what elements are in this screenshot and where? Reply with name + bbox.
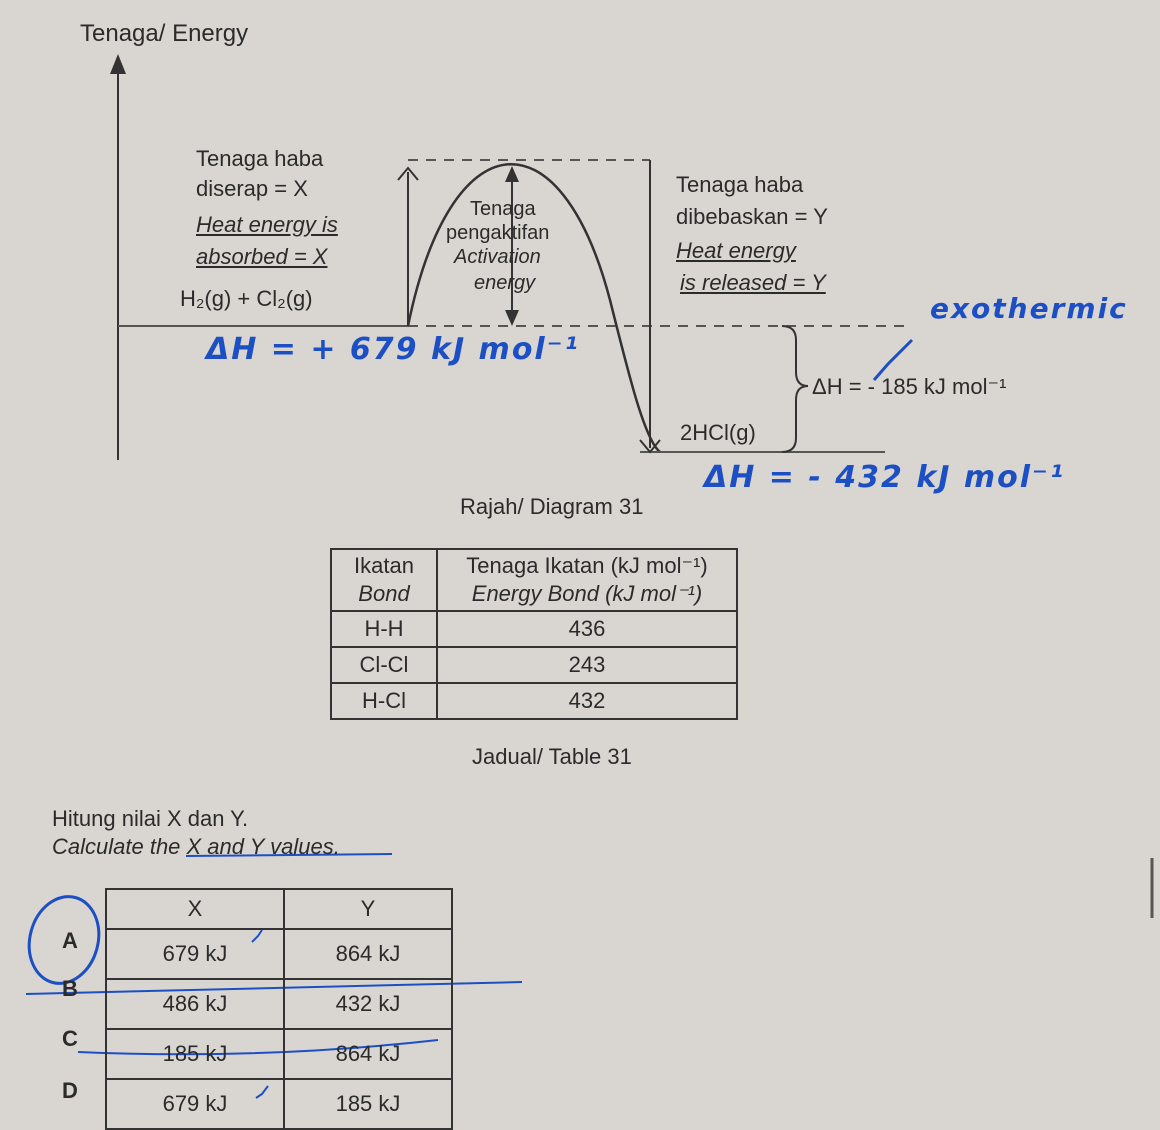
table-row[interactable] <box>106 929 452 979</box>
right-label-en-2: is released = Y <box>680 270 826 295</box>
y-axis-label: Tenaga/ Energy <box>80 20 249 47</box>
header-x: X <box>106 889 284 929</box>
product-label: 2HCl(g) <box>680 420 756 445</box>
right-label-en-1: Heat energy <box>676 238 796 263</box>
table-row <box>331 611 737 647</box>
energy-header-ms: Tenaga Ikatan (kJ mol⁻¹) <box>466 553 708 578</box>
right-label-ms-1: Tenaga haba <box>676 172 804 197</box>
bond-header-en: Bond <box>358 581 410 606</box>
activation-label-en-1: Activation <box>454 246 541 268</box>
table-row <box>331 683 737 719</box>
activation-label-ms-1: Tenaga <box>470 198 536 220</box>
option-y-cell: 185 kJ <box>284 1079 452 1129</box>
left-label-ms-1: Tenaga haba <box>196 146 324 171</box>
header-y: Y <box>284 889 452 929</box>
handwritten-exothermic: exothermic <box>930 292 1128 325</box>
options-header <box>106 889 452 929</box>
diagram-caption-text: Rajah/ Diagram 31 <box>460 494 644 519</box>
option-x-cell: 679 kJ <box>106 1079 284 1129</box>
diagram-caption <box>460 494 643 520</box>
bond-cell: H-H <box>331 611 437 647</box>
table-row <box>331 647 737 683</box>
table-row[interactable] <box>106 1079 452 1129</box>
question-ms: Hitung nilai X dan Y. <box>52 806 249 831</box>
option-y-cell: 864 kJ <box>284 929 452 979</box>
right-label-ms-2: dibebaskan = Y <box>676 204 828 229</box>
bond-header-cell <box>331 549 437 611</box>
bond-cell: H-Cl <box>331 683 437 719</box>
left-label-ms-2: diserap = X <box>196 176 308 201</box>
bond-energy-table <box>330 548 738 720</box>
bond-table-header <box>331 549 737 611</box>
energy-cell: 436 <box>437 611 737 647</box>
option-letter-a[interactable]: A <box>62 928 78 953</box>
left-label-en-1: Heat energy is <box>196 212 338 237</box>
option-letter-b[interactable]: B <box>62 976 78 1001</box>
option-x-cell: 185 kJ <box>106 1029 284 1079</box>
option-x-cell: 486 kJ <box>106 979 284 1029</box>
handwritten-delta-h-plus: ΔH = + 679 kJ mol⁻¹ <box>206 332 580 367</box>
table-row[interactable] <box>106 1029 452 1079</box>
energy-cell: 243 <box>437 647 737 683</box>
handwritten-delta-h-minus: ΔH = - 432 kJ mol⁻¹ <box>704 460 1065 495</box>
bond-header-ms: Ikatan <box>354 553 414 578</box>
y-axis-arrowhead <box>110 54 126 74</box>
option-letter-d[interactable]: D <box>62 1078 78 1103</box>
option-y-cell: 432 kJ <box>284 979 452 1029</box>
delta-h-brace <box>782 326 808 452</box>
delta-h-label: ΔH = - 185 kJ mol⁻¹ <box>812 374 1007 399</box>
option-y-cell: 864 kJ <box>284 1029 452 1079</box>
table-caption: Jadual/ Table 31 <box>472 744 632 769</box>
left-label-en-2: absorbed = X <box>196 244 328 269</box>
activation-arrowhead-bottom <box>505 310 519 326</box>
activation-arrowhead-top <box>505 166 519 182</box>
activation-label-en-2: energy <box>474 272 536 294</box>
bond-cell: Cl-Cl <box>331 647 437 683</box>
question-en: Calculate the X and Y values. <box>52 834 340 859</box>
energy-cell: 432 <box>437 683 737 719</box>
table-row[interactable] <box>106 979 452 1029</box>
energy-header-cell <box>437 549 737 611</box>
option-x-cell: 679 kJ <box>106 929 284 979</box>
energy-header-en: Energy Bond (kJ mol⁻¹) <box>471 581 703 606</box>
reactants-label: H₂(g) + Cl₂(g) <box>180 286 313 311</box>
option-letter-c[interactable]: C <box>62 1026 78 1051</box>
activation-label-ms-2: pengaktifan <box>446 222 550 244</box>
answer-options-table <box>105 888 453 1130</box>
